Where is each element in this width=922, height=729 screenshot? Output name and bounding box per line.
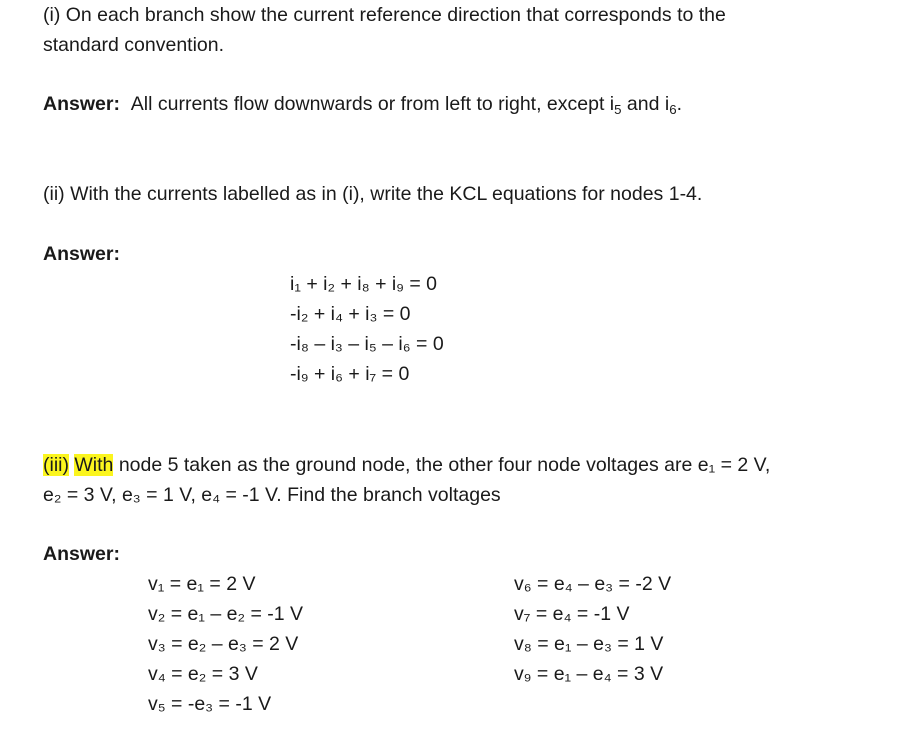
- branch-voltage-v6: v₆ = e₄ – e₃ = -2 V: [514, 573, 672, 595]
- answer-1-label: Answer:: [43, 93, 120, 115]
- question-1-line-2: standard convention.: [43, 34, 225, 56]
- branch-voltage-v1: v₁ = e₁ = 2 V: [148, 573, 256, 595]
- branch-voltage-v7: v₇ = e₄ = -1 V: [514, 603, 630, 625]
- answer-3-label: Answer:: [43, 543, 120, 565]
- kcl-equation-node-3: -i₈ – i₃ – i₅ – i₆ = 0: [290, 333, 444, 355]
- answer-2-label: Answer:: [43, 243, 120, 265]
- branch-voltage-v3: v₃ = e₂ – e₃ = 2 V: [148, 633, 299, 655]
- question-3-text-rest: node 5 taken as the ground node, the other four node voltages are e₁ = 2 V,: [113, 454, 771, 476]
- answer-1-text-pre: All currents flow downwards or from left to right, except i: [130, 93, 615, 115]
- branch-voltage-v2: v₂ = e₁ – e₂ = -1 V: [148, 603, 304, 625]
- question-1-line-1: (i) On each branch show the current reference direction that corresponds to the: [43, 4, 726, 26]
- answer-1-text-post: .: [676, 93, 683, 115]
- kcl-equation-node-1: i₁ + i₂ + i₈ + i₉ = 0: [290, 273, 438, 295]
- kcl-equation-node-4: -i₉ + i₆ + i₇ = 0: [290, 363, 410, 385]
- branch-voltage-v9: v₉ = e₁ – e₄ = 3 V: [514, 663, 664, 685]
- branch-voltage-v4: v₄ = e₂ = 3 V: [148, 663, 258, 685]
- answer-1-sub-5: 5: [614, 102, 622, 118]
- kcl-equation-node-2: -i₂ + i₄ + i₃ = 0: [290, 303, 411, 325]
- question-3-marker: (iii): [43, 454, 69, 476]
- question-3-line-2: e₂ = 3 V, e₃ = 1 V, e₄ = -1 V. Find the branch voltages: [43, 484, 501, 506]
- answer-1: [43, 92, 682, 116]
- answer-1-text-mid: and i: [621, 93, 670, 115]
- question-2-line-1: (ii) With the currents labelled as in (i), write the KCL equations for nodes 1-4.: [43, 183, 703, 205]
- branch-voltage-v8: v₈ = e₁ – e₃ = 1 V: [514, 633, 664, 655]
- branch-voltage-v5: v₅ = -e₃ = -1 V: [148, 693, 272, 715]
- answer-1-sub-6: 6: [669, 102, 677, 118]
- question-3-text-start: With: [74, 454, 114, 476]
- question-3-line-1: [43, 453, 770, 477]
